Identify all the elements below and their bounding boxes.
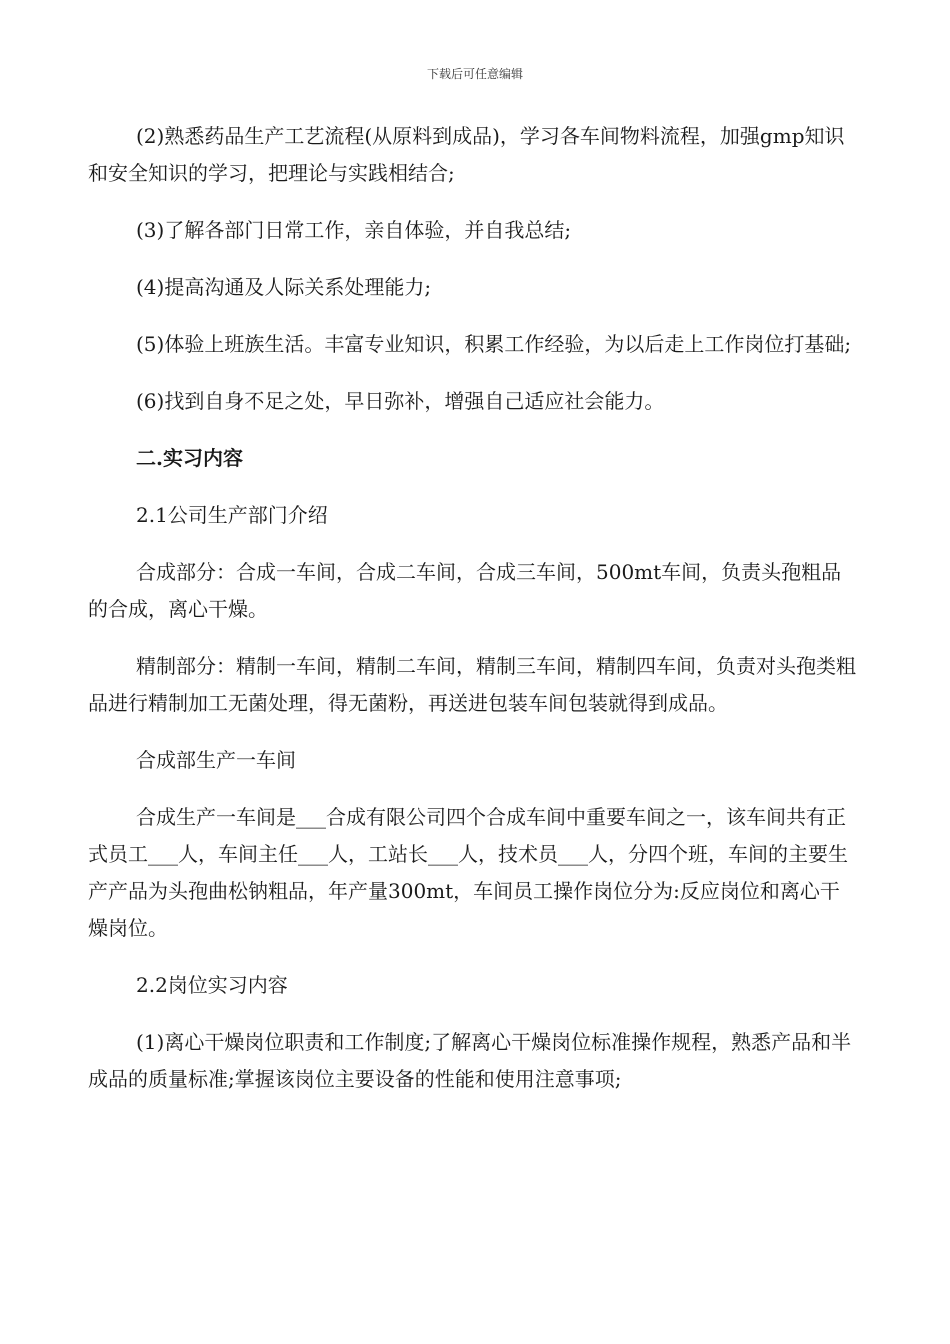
paragraph-synthesis-section: 合成部分：合成一车间，合成二车间，合成三车间，500mt车间，负责头孢粗品的合成，离心干燥。 xyxy=(88,560,842,621)
paragraph-workshop-one-description: 合成生产一车间是___合成有限公司四个合成车间中重要车间之一，该车间共有正式员工___人，车间主任___人，工站长___人，技术员___人，分四个班，车间的主要生产产品为头孢曲松钠粗品，年产量300mt，车间员工操作岗位分为:反应岗位和离心干燥岗位。 xyxy=(88,805,848,940)
paragraph-objective-2: (2)熟悉药品生产工艺流程(从原料到成品)，学习各车间物料流程，加强gmp知识和安全知识的学习，把理论与实践相结合; xyxy=(88,124,845,185)
subheading-workshop-one: 合成部生产一车间 xyxy=(136,748,296,772)
document-body xyxy=(88,118,858,1118)
page-header-note: 下载后可任意编辑 xyxy=(426,67,523,81)
paragraph-objective-3: (3)了解各部门日常工作，亲自体验，并自我总结; xyxy=(136,218,572,242)
section-heading-internship-content: 二.实习内容 xyxy=(136,446,243,470)
paragraph-objective-5: (5)体验上班族生活。丰富专业知识，积累工作经验，为以后走上工作岗位打基础; xyxy=(136,332,852,356)
paragraph-objective-6: (6)找到自身不足之处，早日弥补，增强自己适应社会能力。 xyxy=(136,389,665,413)
paragraph-post-content-1: (1)离心干燥岗位职责和工作制度;了解离心干燥岗位标准操作规程，熟悉产品和半成品的质量标准;掌握该岗位主要设备的性能和使用注意事项; xyxy=(88,1030,852,1091)
subheading-2-2: 2.2岗位实习内容 xyxy=(136,973,288,997)
paragraph-objective-4: (4)提高沟通及人际关系处理能力; xyxy=(136,275,432,299)
subheading-2-1: 2.1公司生产部门介绍 xyxy=(136,503,328,527)
paragraph-refining-section: 精制部分：精制一车间，精制二车间，精制三车间，精制四车间，负责对头孢类粗品进行精制加工无菌处理，得无菌粉，再送进包装车间包装就得到成品。 xyxy=(88,654,856,715)
